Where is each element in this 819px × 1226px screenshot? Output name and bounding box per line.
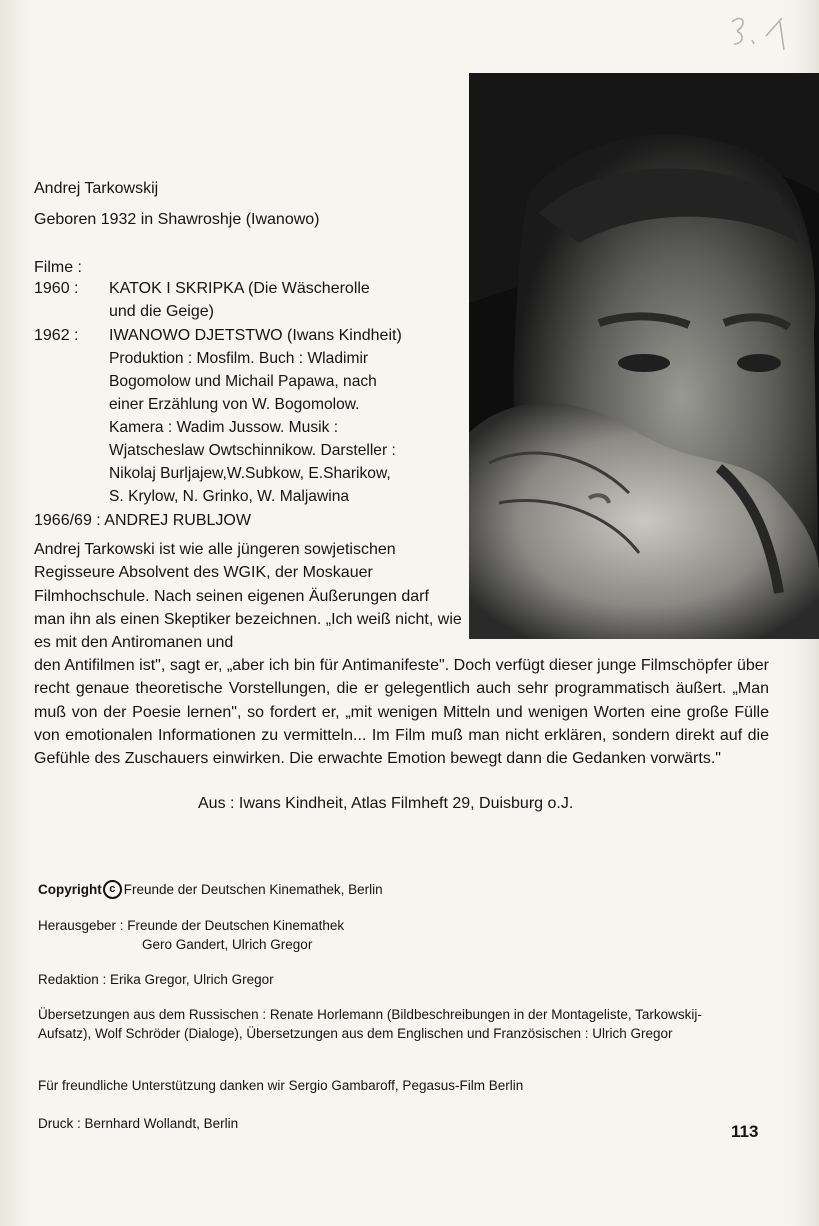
editing-credit: Redaktion : Erika Gregor, Ulrich Gregor: [38, 972, 274, 987]
film-credit-line: Bogomolow und Michail Papawa, nach: [109, 373, 377, 390]
printer-credit: Druck : Bernhard Wollandt, Berlin: [38, 1116, 239, 1131]
portrait-photo: [469, 73, 819, 639]
film-year-and-title: 1966/69 : ANDREJ RUBLJOW: [34, 512, 251, 529]
copyright-holder: Freunde der Deutschen Kinemathek, Berlin: [123, 882, 383, 897]
film-credit-line: S. Krylow, N. Grinko, W. Maljawina: [109, 488, 350, 505]
film-year: 1960 :: [34, 280, 79, 297]
film-credit-line: Nikolaj Burljajew,W.Subkow, E.Sharikow,: [109, 465, 391, 482]
film-credit-line: einer Erzählung von W. Bogomolow.: [109, 396, 360, 413]
publisher-label: Herausgeber : Freunde der Deutschen Kinemathek: [38, 918, 345, 933]
copyright-label: Copyright: [38, 882, 102, 897]
film-credit-line: Produktion : Mosfilm. Buch : Wladimir: [109, 350, 369, 367]
publisher-names: Gero Gandert, Ulrich Gregor: [142, 937, 313, 952]
page-number: 113: [731, 1122, 759, 1141]
copyright-symbol-icon: c: [103, 880, 122, 899]
publisher-credit: [38, 916, 344, 954]
copyright-line: [38, 880, 383, 899]
intro-paragraph: Andrej Tarkowski ist wie alle jüngeren sowjetischen Regisseure Absolvent des WGIK, der Moskauer Filmhochschule. Nach seinen eigenen Äußerungen darf man ihn als einen Skeptiker bezeichnen. „Ich weiß nicht, wie es mit den Antiromanen und: [34, 541, 462, 652]
film-year: 1962 :: [34, 327, 79, 344]
film-title-line: IWANOWO DJETSTWO (Iwans Kindheit): [109, 327, 402, 344]
film-credit-line: Kamera : Wadim Jussow. Musik :: [109, 419, 339, 436]
source-citation: Aus : Iwans Kindheit, Atlas Filmheft 29, Duisburg o.J.: [198, 795, 574, 812]
film-title-line: und die Geige): [109, 303, 214, 320]
film-credit-line: Wjatscheslaw Owtschinnikow. Darsteller :: [109, 442, 396, 459]
film-title-line: KATOK I SKRIPKA (Die Wäscherolle: [109, 280, 370, 297]
director-name: Andrej Tarkowskij: [34, 180, 159, 197]
translation-credit: Übersetzungen aus dem Russischen : Renate Horlemann (Bildbeschreibungen in der Montageliste, Tarkowskij-Aufsatz), Wolf Schröder (Dialoge), Übersetzungen aus dem Englischen und Französischen : Ulrich Gregor: [38, 1007, 702, 1041]
body-paragraph: den Antifilmen ist", sagt er, „aber ich bin für Antimanifeste". Doch verfügt dieser junge Filmschöpfer über recht genaue theoretische Vorstellungen, die er gelegentlich auch sehr programmatisch äußert. „Man muß von der Poesie lernen", so fordert er, „mit wenigen Mitteln und wenigen Worten eine große Fülle von emotionalen Informationen zu vermitteln... Im Film muß man nicht erklären, sondern direkt auf die Gefühle des Zuschauers einwirken. Die erwachte Emotion bewegt dann die Gedanken vorwärts.": [34, 657, 769, 768]
handwritten-margin-note: [728, 10, 798, 52]
thanks-credit: Für freundliche Unterstützung danken wir Sergio Gambaroff, Pegasus-Film Berlin: [38, 1078, 524, 1093]
portrait-image: [469, 73, 819, 639]
films-label: Filme :: [34, 259, 82, 276]
birth-info: Geboren 1932 in Shawroshje (Iwanowo): [34, 211, 320, 228]
